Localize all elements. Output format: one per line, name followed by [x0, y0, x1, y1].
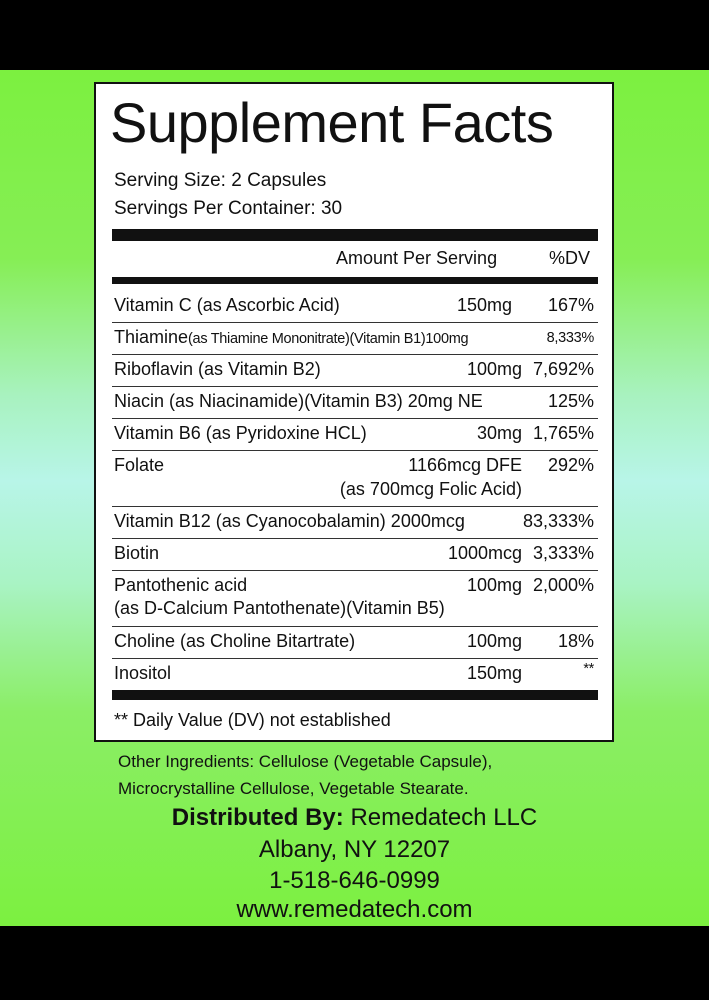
- thick-divider: [112, 229, 598, 241]
- panel-title: Supplement Facts: [110, 91, 554, 154]
- row-dv: 2,000%: [532, 575, 594, 595]
- other-ingredients-line2: Microcrystalline Cellulose, Vegetable Stearate.: [118, 779, 469, 798]
- dv-footnote: ** Daily Value (DV) not established: [114, 710, 391, 730]
- row-dv: 3,333%: [532, 543, 594, 563]
- row-name: Inositol: [114, 663, 172, 683]
- row-name: Choline (as Choline Bitartrate): [114, 631, 356, 651]
- distributor-website: www.remedatech.com: [236, 896, 473, 923]
- row-divider: [112, 450, 598, 451]
- thick-divider: [112, 690, 598, 700]
- row-name: Vitamin B12 (as Cyanocobalamin) 2000mcg: [114, 511, 465, 531]
- top-black-bar: [0, 0, 709, 70]
- distributor-phone: 1-518-646-0999: [269, 867, 440, 894]
- row-amount: 1000mcg: [447, 543, 522, 563]
- row-divider: [112, 570, 598, 571]
- bottom-black-bar: [0, 926, 709, 1000]
- row-name: Biotin: [114, 543, 160, 563]
- row-amount: 150mg: [466, 663, 522, 683]
- row-divider: [112, 354, 598, 355]
- row-name: Folate: [114, 455, 165, 475]
- row-divider: [112, 658, 598, 659]
- row-amount: 1166mcg DFE: [408, 455, 522, 475]
- row-amount: 150mg: [456, 295, 512, 315]
- row-divider: [112, 322, 598, 323]
- row-divider: [112, 386, 598, 387]
- serving-size: Serving Size: 2 Capsules: [114, 170, 327, 191]
- row-name: Riboflavin (as Vitamin B2): [114, 359, 321, 379]
- thick-divider: [112, 277, 598, 284]
- row-dv: 83,333%: [522, 511, 594, 531]
- distributor-line: [0, 804, 709, 832]
- row-dv: 292%: [547, 455, 594, 475]
- row-amount: 30mg: [476, 423, 522, 443]
- supplement-facts-panel: [94, 82, 614, 742]
- row-divider: [112, 626, 598, 627]
- row-dv: 167%: [547, 295, 594, 315]
- row-dv: 1,765%: [532, 423, 594, 443]
- row-name: Niacin (as Niacinamide)(Vitamin B3) 20mg NE: [114, 391, 483, 411]
- row-dv: 125%: [547, 391, 594, 411]
- row-divider: [112, 506, 598, 507]
- distributor-address: Albany, NY 12207: [258, 836, 451, 863]
- servings-per-container: Servings Per Container: 30: [114, 198, 343, 219]
- row-dv: 18%: [557, 631, 594, 651]
- row-name: Vitamin B6 (as Pyridoxine HCL): [114, 423, 367, 443]
- row-amount: 100mg: [466, 575, 522, 595]
- row-dv: 8,333%: [546, 330, 594, 346]
- row-name: Vitamin C (as Ascorbic Acid): [114, 295, 340, 315]
- dv-header: %DV: [548, 248, 590, 268]
- row-name: Pantothenic acid: [114, 575, 248, 595]
- row-divider: [112, 538, 598, 539]
- row-name: Thiamine(as Thiamine Mononitrate)(Vitamin B1)100mg: [114, 327, 469, 347]
- distributor-label: Distributed By:: [171, 804, 344, 831]
- row-dv: **: [583, 661, 594, 677]
- row-amount: 100mg: [466, 631, 522, 651]
- row-dv: 7,692%: [532, 359, 594, 379]
- row-divider: [112, 418, 598, 419]
- other-ingredients-line1: Other Ingredients: Cellulose (Vegetable Capsule),: [118, 752, 493, 771]
- row-amount: 100mg: [466, 359, 522, 379]
- distributor-name: Remedatech LLC: [343, 804, 538, 831]
- amount-per-serving-header: Amount Per Serving: [336, 248, 498, 268]
- row-amount-detail: (as 700mcg Folic Acid): [339, 479, 522, 499]
- row-name-detail: (as D-Calcium Pantothenate)(Vitamin B5): [114, 598, 445, 618]
